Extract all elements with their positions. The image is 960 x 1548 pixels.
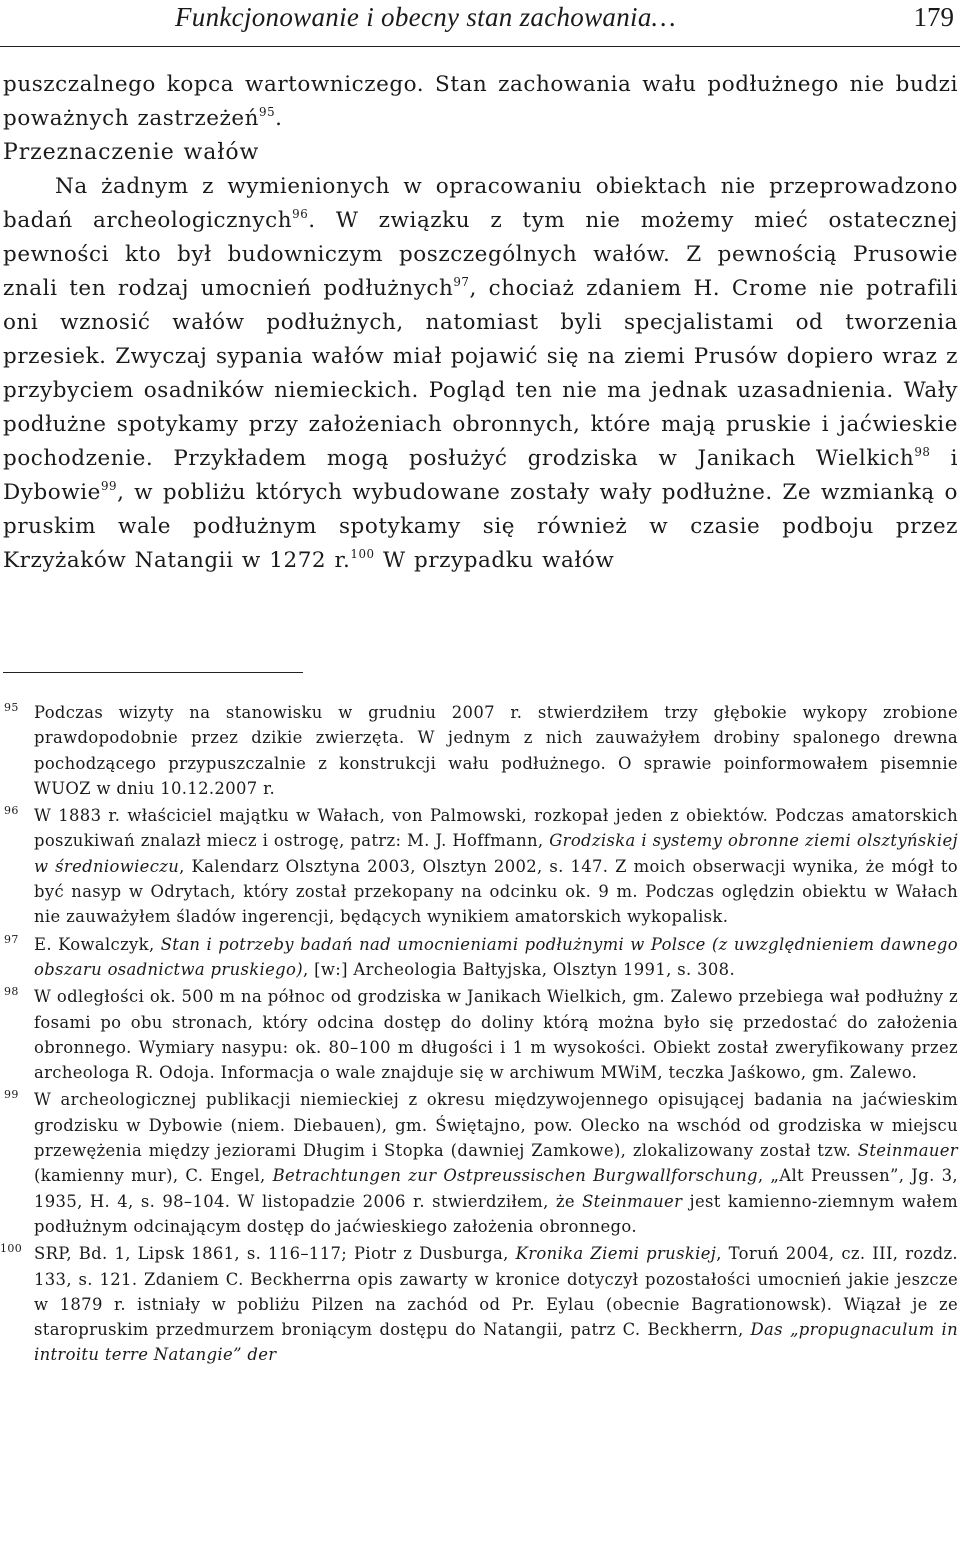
footnote-ref: 96	[292, 207, 309, 222]
footnote-number: 100	[0, 1242, 23, 1256]
footnote-number: 99	[4, 1088, 19, 1102]
footnote-separator	[3, 672, 303, 673]
footnote-98: 98 W odległości ok. 500 m na północ od grodziska w Janikach Wielkich, gm. Zalewo przebiega wał podłużny z fosami po obu stronach, który odcina dostęp do doliny którą można było się przedostać do założenia obronnego. Wymiary nasypu: ok. 80–100 m długości i 1 m wysokości. Obiekt został zweryfikowany przez archeologa R. Odoja. Informacja o wale znajduje się w archiwum MWiM, teczka Jaśkowo, gm. Zalewo.	[0, 984, 958, 1085]
paragraph-2: Na żadnym z wymienionych w opracowaniu obiektach nie przeprowadzono badań archeologicznych$^{96}$. W związku z tym nie możemy mieć ostatecznej pewności kto był budowniczym poszczególnych wałów. Z pewnością Prusowie znali ten rodzaj umocnień podłużnych$^{97}$, chociaż zdaniem H. Crome nie potrafili oni wznosić wałów podłużnych, natomiast byli specjalistami od tworzenia przesiek. Zwyczaj sypania wałów miał pojawić się na ziemi Prusów dopiero wraz z przybyciem osadników niemieckich. Pogląd ten nie ma jednak uzasadnienia. Wały podłużne spotykamy przy założeniach obronnych, które mają pruskie i jaćwieskie pochodzenie. Przykładem mogą posłużyć grodziska w Janikach Wielkich$^{98}$ i Dybowie$^{99}$, w pobliżu których wybudowane zostały wały podłużne. Ze wzmianką o pruskim wale podłużnym spotykamy się również w czasie podboju przez Krzyżaków Natangii w 1272 r.$^{100}$ W przypadku wałów	[3, 174, 959, 573]
footnotes	[0, 700, 958, 1370]
footnote-number: 98	[4, 985, 19, 999]
cited-title: Steinmauer	[857, 1141, 958, 1161]
cited-title: Das „propugnaculum in introitu terre Natangie” der	[34, 1320, 958, 1365]
footnote-100: 100 SRP, Bd. 1, Lipsk 1861, s. 116–117; Piotr z Dusburga, Kronika Ziemi pruskiej, Toruń 2004, cz. III, rozdz. 133, s. 121. Zdaniem C. Beckherrna opis zawarty w kronice dotyczył pozostałości umocnień jakie jeszcze w 1879 r. istniały w pobliżu Pilzen na zachód od Pr. Eylau (obecnie Bagrationowsk). Wiązał je ze staropruskim przedmurzem broniącym dostępu do Natangii, patrz C. Beckherrn, Das „propugnaculum in introitu terre Natangie” der	[0, 1241, 958, 1367]
footnote-ref: 99	[100, 479, 118, 494]
main-text	[3, 68, 958, 578]
footnote-97: 97 E. Kowalczyk, Stan i potrzeby badań nad umocnieniami podłużnymi w Polsce (z uwzględnieniem dawnego obszaru osadnictwa pruskiego), [w:] Archeologia Bałtyjska, Olsztyn 1991, s. 308.	[0, 932, 958, 983]
footnote-number: 97	[4, 932, 19, 946]
cited-title: Stan i potrzeby badań nad umocnieniami podłużnymi w Polsce (z uwzględnieniem dawnego obszaru osadnictwa pruskiego)	[34, 934, 958, 979]
footnote-ref: 98	[914, 445, 931, 460]
paragraph-1: puszczalnego kopca wartowniczego. Stan zachowania wału podłużnego nie budzi poważnych zastrzeżeń$^{95}$.	[3, 72, 958, 131]
footnote-ref: 97	[453, 275, 470, 290]
running-header	[0, 0, 960, 46]
cited-title: Betrachtungen zur Ostpreussischen Burgwallforschung	[272, 1166, 758, 1186]
footnote-95: 95 Podczas wizyty na stanowisku w grudniu 2007 r. stwierdziłem trzy głębokie wykopy zrobione prawdopodobnie przez dzikie zwierzęta. W jednym z nich zauważyłem drobiny spalonego drewna pochodzącego przypuszczalnie z konstrukcji wału podłużnego. O sprawie poinformowałem pisemnie WUOZ w dniu 10.12.2007 r.	[0, 700, 958, 801]
cited-title: Kronika Ziemi pruskiej	[515, 1244, 717, 1264]
footnote-number: 96	[4, 804, 19, 818]
footnote-ref: 100	[350, 547, 375, 562]
footnote-96: 96 W 1883 r. właściciel majątku w Wałach, von Palmowski, rozkopał jeden z obiektów. Podczas amatorskich poszukiwań znalazł miecz i ostrogę, patrz: M. J. Hoffmann, Grodziska i systemy obronne ziemi olsztyńskiej w średniowieczu, Kalendarz Olsztyna 2003, Olsztyn 2002, s. 147. Z moich obserwacji wynika, że mógł to być nasyp w Odrytach, który został przekopany na odcinku ok. 9 m. Podczas oględzin obiektu w Wałach nie zauważyłem śladów ingerencji, będących wynikiem amatorskich wykopalisk.	[0, 803, 958, 929]
cited-title: Steinmauer	[582, 1191, 683, 1211]
running-title: Funkcjonowanie i obecny stan zachowania…	[175, 2, 676, 32]
section-heading: Przeznaczenie wałów	[3, 140, 260, 165]
footnote-ref: 95	[259, 105, 276, 120]
footnote-number: 95	[4, 701, 19, 714]
page-number: 179	[913, 2, 954, 32]
footnote-99: 99 W archeologicznej publikacji niemieckiej z okresu międzywojennego opisującej badania na jaćwieskim grodzisku w Dybowie (niem. Diebauen), gm. Świętajno, pow. Olecko na wschód od grodziska w miejscu przewężenia między jeziorami Długim i Stopka (dawniej Zamkowe), zlokalizowany został tzw. Steinmauer (kamienny mur), C. Engel, Betrachtungen zur Ostpreussischen Burgwallforschung, „Alt Preussen”, Jg. 3, 1935, H. 4, s. 98–104. W listopadzie 2006 r. stwierdziłem, że Steinmauer jest kamienno-ziemnym wałem podłużnym odcinającym dostęp do jaćwieskiego założenia obronnego.	[0, 1087, 958, 1239]
header-rule	[0, 46, 960, 47]
cited-title: Grodziska i systemy obronne ziemi olsztyńskiej w średniowieczu	[34, 831, 958, 876]
